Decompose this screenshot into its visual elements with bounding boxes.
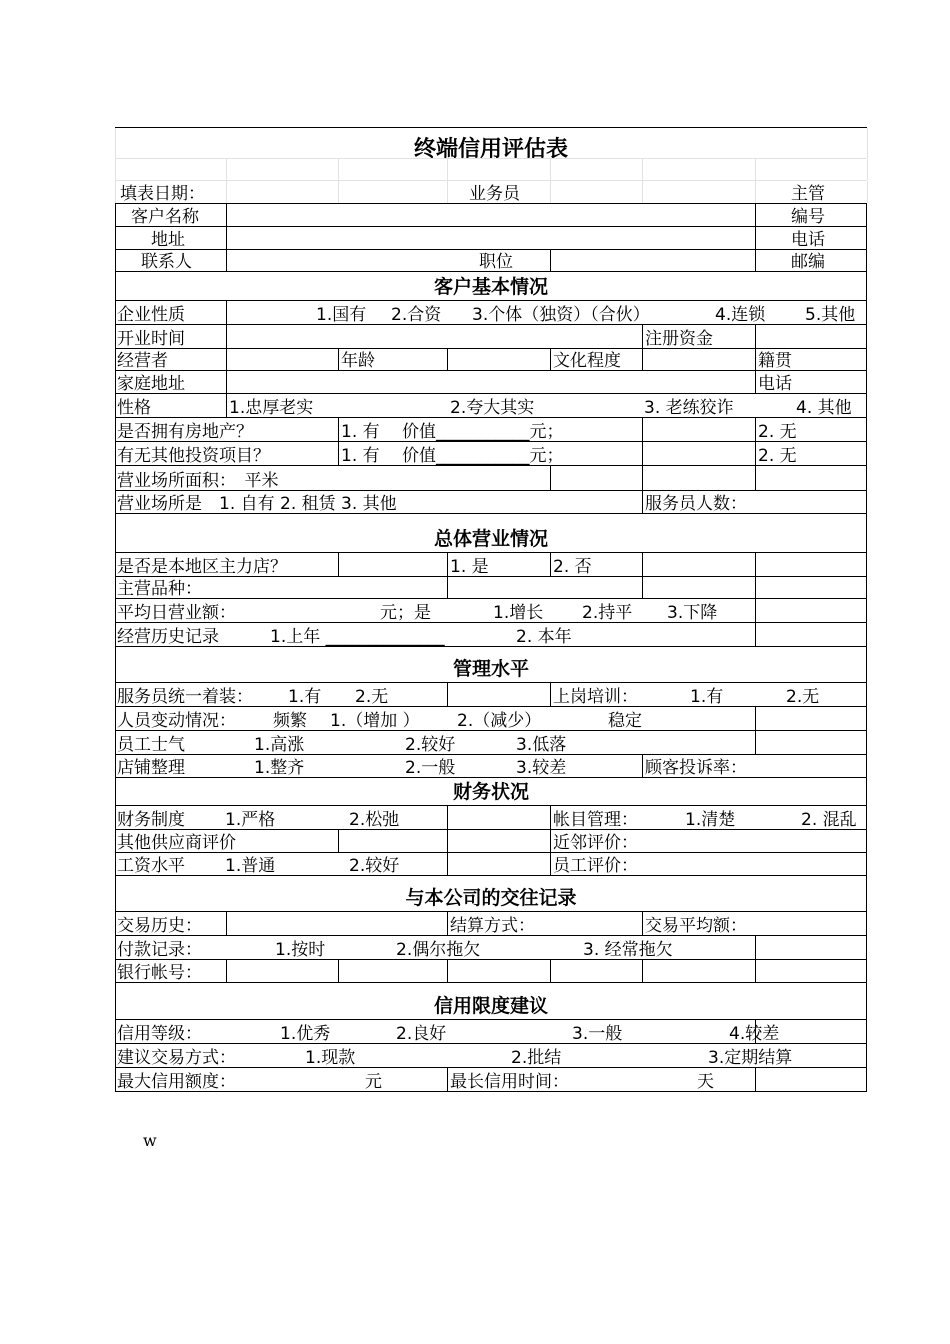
daily-row [115, 598, 867, 622]
main-store-no: 2. 否 [553, 557, 592, 577]
morale-option: 2.较好 [405, 735, 456, 755]
daily-label: 平均日营业额： [117, 603, 236, 623]
trend-option: 2.持平 [582, 603, 633, 623]
section-mgmt-title-row [115, 647, 867, 682]
employee-label: 员工评价： [553, 856, 638, 876]
position-label: 职位 [479, 252, 513, 272]
main-store-row [115, 552, 867, 576]
nature-option: 4.连锁 [715, 305, 766, 325]
payment-option: 3. 经常拖欠 [583, 940, 673, 960]
premises-row [115, 490, 867, 514]
supplier-row [115, 829, 867, 852]
spacer-row [115, 158, 867, 180]
salesman-label: 业务员 [469, 184, 520, 204]
settle-label: 结算方式： [450, 916, 535, 936]
character-option: 1.忠厚老实 [229, 398, 314, 418]
supervisor-label: 主管 [791, 184, 825, 204]
nature-option: 1.国有 [316, 305, 367, 325]
payment-option: 1.按时 [275, 940, 326, 960]
credit-level-option: 2.良好 [396, 1024, 447, 1044]
character-label: 性格 [117, 398, 151, 418]
invest-row [115, 441, 867, 465]
trade-method-option: 1.现款 [305, 1048, 356, 1068]
payment-option: 2.偶尔拖欠 [396, 940, 481, 960]
address-label: 地址 [151, 230, 185, 250]
trend-option: 1.增长 [493, 603, 544, 623]
realestate-value: 1. 有 价值___________元； [341, 422, 564, 442]
open-time-label: 开业时间 [117, 329, 185, 349]
max-amount-label: 最大信用额度： [117, 1072, 236, 1092]
home-address-row [115, 370, 867, 393]
max-amount-unit: 元 [365, 1072, 382, 1092]
accounts-option: 1.清楚 [685, 810, 736, 830]
credit-level-option: 1.优秀 [280, 1024, 331, 1044]
fin-system-label: 财务制度 [117, 810, 185, 830]
area-label: 营业场所面积： 平米 [117, 471, 279, 491]
wage-option: 1.普通 [225, 856, 276, 876]
uniform-label: 服务员统一着装： [117, 687, 253, 707]
wage-row [115, 852, 867, 876]
character-row [115, 393, 867, 417]
training-label: 上岗培训： [553, 687, 638, 707]
accounts-label: 帐目管理： [553, 810, 638, 830]
invest-value: 1. 有 价值___________元； [341, 446, 564, 466]
nature-label: 企业性质 [117, 305, 185, 325]
tidy-option: 2.一般 [405, 758, 456, 778]
max-time-unit: 天 [697, 1072, 714, 1092]
daily-unit: 元；是 [380, 603, 431, 623]
uniform-option: 2.无 [355, 687, 389, 707]
section-finance-title: 财务状况 [452, 781, 529, 803]
turnover-option: 稳定 [608, 711, 642, 731]
operator-row [115, 348, 867, 370]
header-row-contact [115, 249, 867, 272]
header-row-customer [115, 203, 867, 226]
uniform-row [115, 682, 867, 706]
realestate-row [115, 417, 867, 441]
page-title: 终端信用评估表 [413, 137, 568, 162]
tidy-label: 店铺整理 [117, 758, 185, 778]
uniform-option: 1.有 [288, 687, 322, 707]
turnover-option: 1.（增加 ） [330, 711, 420, 731]
nature-option: 5.其他 [805, 305, 856, 325]
operator-label: 经营者 [117, 351, 168, 371]
trade-history-label: 交易历史： [117, 916, 202, 936]
title-row [115, 127, 867, 162]
supplier-label: 其他供应商评价 [117, 833, 236, 853]
code-label: 编号 [791, 207, 825, 227]
products-row [115, 576, 867, 598]
last-year: 1.上年 ______________ [270, 627, 445, 647]
trade-history-row [115, 911, 867, 935]
character-option: 4. 其他 [796, 398, 852, 418]
trend-option: 3.下降 [667, 603, 718, 623]
customer-name-label: 客户名称 [131, 207, 199, 227]
character-option: 2.夸大其实 [450, 398, 535, 418]
realestate-no: 2. 无 [758, 422, 797, 442]
premises-label: 营业场所是 1. 自有 2. 租赁 3. 其他 [117, 494, 397, 514]
morale-label: 员工士气 [117, 735, 185, 755]
section-credit-title-row [115, 983, 867, 1019]
turnover-option: 频繁 [273, 711, 307, 731]
section-basic-title: 客户基本情况 [433, 276, 548, 298]
invest-no: 2. 无 [758, 446, 797, 466]
invest-label: 有无其他投资项目？ [117, 446, 270, 466]
trade-method-row [115, 1043, 867, 1067]
payment-row [115, 935, 867, 959]
credit-level-option: 4.较差 [729, 1024, 780, 1044]
area-row [115, 465, 867, 490]
fin-system-row [115, 805, 867, 829]
contact-label: 联系人 [141, 252, 192, 272]
complaint-label: 顾客投诉率： [645, 758, 747, 778]
turnover-option: 2.（减少） [457, 711, 542, 731]
section-trade-title: 与本公司的交往记录 [405, 887, 577, 909]
section-business-title: 总体营业情况 [433, 528, 548, 550]
credit-level-option: 3.一般 [572, 1024, 623, 1044]
header-row-date [115, 180, 867, 203]
morale-option: 1.高涨 [254, 735, 305, 755]
section-basic-title-row [115, 272, 867, 300]
training-option: 1.有 [690, 687, 724, 707]
realestate-label: 是否拥有房地产？ [117, 422, 253, 442]
home-phone-label: 电话 [758, 374, 792, 394]
this-year: 2. 本年 [516, 627, 572, 647]
section-trade-title-row [115, 876, 867, 911]
turnover-row [115, 706, 867, 730]
fill-date-label: 填表日期： [120, 184, 205, 204]
native-label: 籍贯 [758, 351, 792, 371]
nature-row [115, 300, 867, 324]
wage-option: 2.较好 [349, 856, 400, 876]
postcode-label: 邮编 [791, 252, 825, 272]
section-mgmt-title: 管理水平 [452, 658, 529, 680]
fin-system-option: 2.松弛 [349, 810, 400, 830]
credit-level-label: 信用等级： [117, 1024, 202, 1044]
products-label: 主营品种： [117, 579, 202, 599]
turnover-label: 人员变动情况： [117, 711, 236, 731]
section-credit-title: 信用限度建议 [433, 995, 548, 1017]
education-label: 文化程度 [553, 351, 621, 371]
footnote-mark: w [143, 1131, 157, 1150]
fin-system-option: 1.严格 [225, 810, 276, 830]
header-row-address [115, 226, 867, 249]
history-row [115, 622, 867, 647]
bank-label: 银行帐号： [117, 963, 202, 983]
credit-form [115, 127, 867, 1092]
max-time-label: 最长信用时间： [450, 1072, 569, 1092]
accounts-option: 2. 混乱 [801, 810, 857, 830]
tidy-option: 3.较差 [516, 758, 567, 778]
staff-count-label: 服务员人数： [645, 494, 747, 514]
capital-label: 注册资金 [645, 329, 713, 349]
history-label: 经营历史记录 [117, 627, 219, 647]
nature-option: 2.合资 [391, 305, 442, 325]
section-business-title-row [115, 514, 867, 552]
nature-option: 3.个体（独资）（合伙） [472, 305, 650, 325]
main-store-yes: 1. 是 [450, 557, 489, 577]
credit-level-row [115, 1019, 867, 1043]
trade-method-label: 建议交易方式： [117, 1048, 236, 1068]
wage-label: 工资水平 [117, 856, 185, 876]
payment-label: 付款记录： [117, 940, 202, 960]
max-credit-row [115, 1067, 867, 1092]
main-store-label: 是否是本地区主力店？ [117, 557, 287, 577]
phone-label: 电话 [791, 230, 825, 250]
bank-row [115, 959, 867, 983]
tidy-row [115, 754, 867, 778]
morale-option: 3.低落 [516, 735, 567, 755]
training-option: 2.无 [786, 687, 820, 707]
open-time-row [115, 324, 867, 348]
age-label: 年龄 [341, 351, 375, 371]
character-option: 3. 老练狡诈 [644, 398, 734, 418]
section-finance-title-row [115, 778, 867, 805]
morale-row [115, 730, 867, 754]
tidy-option: 1.整齐 [254, 758, 305, 778]
home-address-label: 家庭地址 [117, 374, 185, 394]
trade-method-option: 3.定期结算 [708, 1048, 793, 1068]
trade-method-option: 2.批结 [511, 1048, 562, 1068]
neighbor-label: 近邻评价： [553, 833, 638, 853]
avg-label: 交易平均额： [645, 916, 747, 936]
